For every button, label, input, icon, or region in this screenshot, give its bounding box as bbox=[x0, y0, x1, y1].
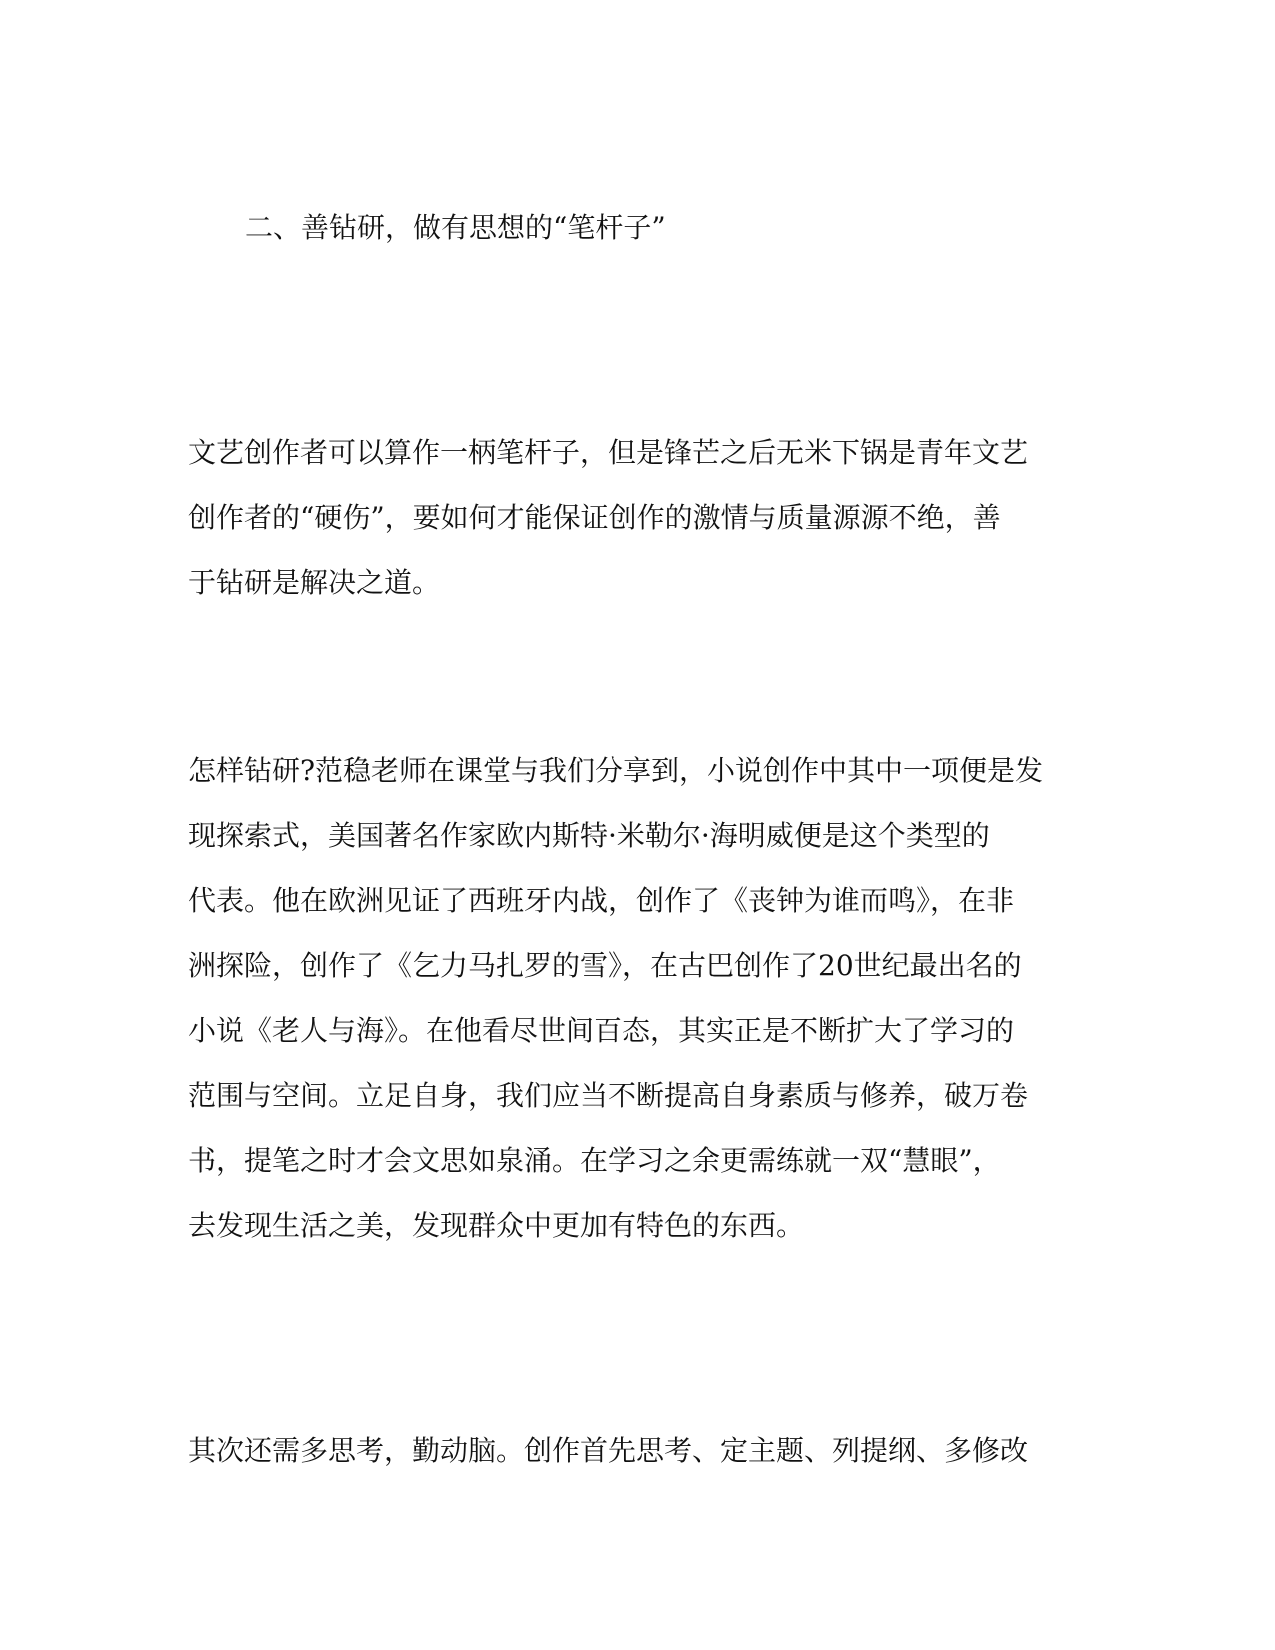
paragraph-line: 书，提笔之时才会文思如泉涌。在学习之余更需练就一双“慧眼”， bbox=[188, 1144, 1001, 1177]
paragraph-line: 文艺创作者可以算作一柄笔杆子，但是锋芒之后无米下锅是青年文艺 bbox=[188, 436, 1029, 469]
paragraph-line: 于钻研是解决之道。 bbox=[188, 566, 441, 599]
paragraph-1 bbox=[188, 420, 1088, 615]
paragraph-line: 小说《老人与海》。在他看尽世间百态，其实正是不断扩大了学习的 bbox=[188, 1014, 1015, 1047]
paragraph-line: 洲探险，创作了《乞力马扎罗的雪》，在古巴创作了20世纪最出名的 bbox=[188, 949, 1022, 982]
paragraph-line: 其次还需多思考，勤动脑。创作首先思考、定主题、列提纲、多修改 bbox=[188, 1434, 1029, 1467]
paragraph-3 bbox=[188, 1418, 1088, 1483]
paragraph-line: 范围与空间。立足自身，我们应当不断提高自身素质与修养，破万卷 bbox=[188, 1079, 1029, 1112]
paragraph-2 bbox=[188, 738, 1088, 1258]
paragraph-line: 去发现生活之美，发现群众中更加有特色的东西。 bbox=[188, 1209, 805, 1242]
section-heading: 二、善钻研，做有思想的“笔杆子” bbox=[245, 211, 666, 244]
paragraph-line: 创作者的“硬伤”，要如何才能保证创作的激情与质量源源不绝，善 bbox=[188, 501, 1001, 534]
paragraph-line: 代表。他在欧洲见证了西班牙内战，创作了《丧钟为谁而鸣》，在非 bbox=[188, 884, 1015, 917]
paragraph-line: 现探索式，美国著名作家欧内斯特·米勒尔·海明威便是这个类型的 bbox=[188, 819, 990, 852]
paragraph-line: 怎样钻研?范稳老师在课堂与我们分享到，小说创作中其中一项便是发 bbox=[188, 754, 1044, 787]
